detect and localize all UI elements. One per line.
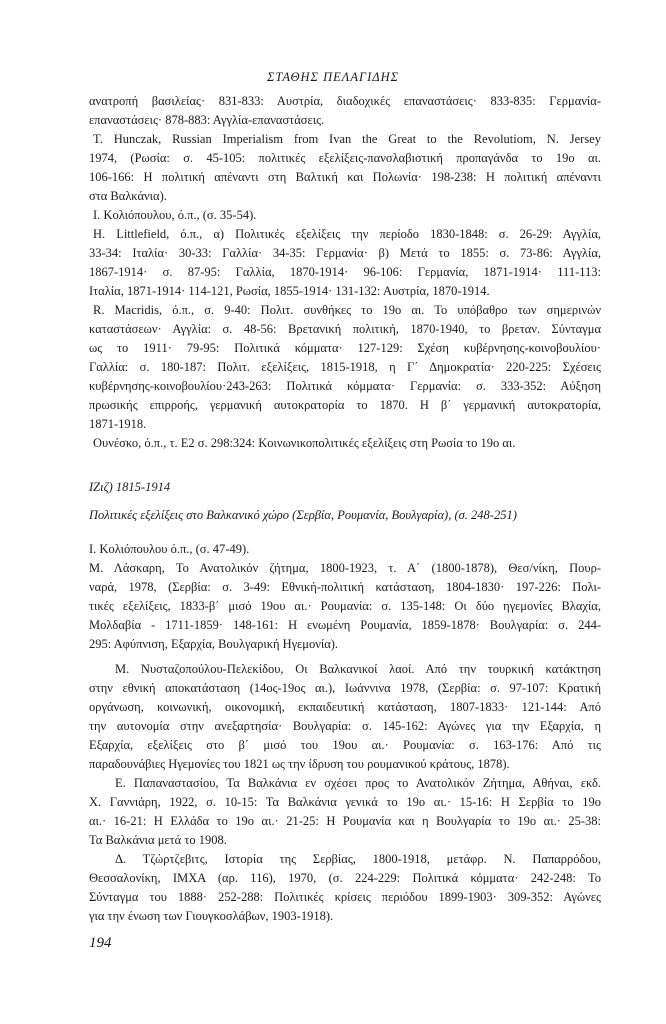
text-line: Μ. Λάσκαρη, Το Ανατολικόν ζήτημα, 1800-1923, τ. Α΄ (1800-1878), Θεσ/νίκη, Πουρ- [89, 561, 601, 575]
text-line: αι.· 16-21: Η Ελλάδα το 19ο αι.· 21-25: Η Ρουμανία και η Βουλγαρία το 19ο αι.· 25-38: [89, 814, 601, 828]
text-line: H. Littlefield, ό.π., α) Πολιτικές εξελίξεις την περίοδο 1830-1848: σ. 26-29: Αγγλία, [93, 227, 601, 241]
text-line: Μολδαβία - 1711-1859· 148-161: Η ενωμένη Ρουμανία, 1859-1878· Βουλγαρία: σ. 244- [89, 618, 601, 632]
text-line: 1974, (Ρωσία: σ. 45-105: πολιτικές εξελίξεις-πανσλαβιστική προπαγάνδα το 19ο αι. [89, 151, 601, 165]
text-line: T. Hunczak, Russian Imperialism from Ivan the Great to the Revolutiom, N. Jersey [93, 132, 601, 146]
text-line: Ιταλία, 1871-1914· 114-121, Ρωσία, 1855-1914· 131-132: Αυστρία, 1870-1914. [89, 284, 490, 298]
text-line: 33-34: Ιταλία· 30-33: Γαλλία· 34-35: Γερμανία· β) Μετά το 1855: σ. 73-86: Αγγλία, [89, 246, 601, 260]
text-line: Τα Βαλκάνια μετά το 1908. [89, 833, 227, 847]
text-line: πρωσικής επιρροής, γερμανική αυτοκρατορία το 1870. Η β΄ γερμανική αυτοκρατορία, [89, 398, 601, 412]
text-line: I. Κολιόπουλου, ό.π., (σ. 35-54). [93, 208, 257, 222]
running-header: ΣΤΑΘΗΣ ΠΕΛΑΓΙΔΗΣ [266, 70, 400, 84]
text-line: την αυτονομία στην ανεξαρτησία· Βουλγαρία: σ. 145-162: Αγώνες για την Εξαρχία, η [89, 719, 601, 733]
text-line: 1871-1918. [89, 417, 147, 431]
text-line: στην εθνική αποκατάσταση (14ος-19ος αι.), Ιωάννινα 1978, (Σερβία: σ. 97-107: Κρατική [89, 681, 601, 695]
text-line: Χ. Γαννιάρη, 1922, σ. 10-15: Τα Βαλκάνια γενικά το 19ο αι.· 15-16: Η Σερβία το 19ο [89, 795, 601, 809]
text-line: Εξαρχία, εξελίξεις στο β΄ μισό του 19ου αι.· Ρουμανία: σ. 163-176: Από τις [89, 738, 601, 752]
text-line: για την ένωση των Γιουγκοσλάβων, 1903-1918). [89, 909, 334, 923]
text-line: Δ. Τζώρτζεβιτς, Ιστορία της Σερβίας, 1800-1918, μετάφρ. Ν. Παπαρρόδου, [115, 852, 601, 866]
text-line: Ε. Παπαναστασίου, Τα Βαλκάνια εν σχέσει προς το Ανατολικόν Ζήτημα, Αθήναι, εκδ. [115, 776, 601, 790]
section-subtitle: Πολιτικές εξελίξεις στο Βαλκανικό χώρο (Σερβία, Ρουμανία, Βουλγαρία), (σ. 248-251) [89, 508, 517, 522]
text-line: Θεσσαλονίκη, ΙΜΧΑ (αρ. 116), 1970, (σ. 224-229: Πολιτικά κόμματα· 242-248: Το [89, 871, 601, 885]
bibliography-block-top [89, 92, 601, 453]
text-line: στα Βαλκάνια). [89, 189, 167, 203]
page-number: 194 [89, 935, 112, 951]
text-line: ναρά, 1978, (Σερβία: σ. 3-49: Εθνική-πολιτική κατάσταση, 1804-1830· 197-226: Πολι- [89, 580, 601, 594]
text-line: επαναστάσεις· 878-883: Αγγλία-επαναστάσεις. [89, 113, 325, 127]
text-line: Γαλλία: σ. 180-187: Πολιτ. εξελίξεις, 1815-1918, η Γ΄ Δημοκρατία· 220-225: Σχέσεις [89, 360, 601, 374]
text-line: κυβέρνησης-κοινοβουλίου·243-263: Πολιτικά κόμματα· Γερμανία: σ. 333-352: Αύξηση [89, 379, 601, 393]
text-line: οργάνωση, κοινωνική, οικονομική, εκπαιδευτική κατάσταση, 1807-1833· 121-144: Από [89, 700, 601, 714]
text-line: ανατροπή βασιλείας· 831-833: Αυστρία, διαδοχικές επαναστάσεις· 833-835: Γερμανία- [89, 94, 601, 108]
text-line: 106-166: Η πολιτική απέναντι στη Βαλτική και Πολωνία· 198-238: Η πολιτική απέναντι [89, 170, 601, 184]
text-line: 1867-1914· σ. 87-95: Γαλλία, 1870-1914· 96-106: Γερμανία, 1871-1914· 111-113: [89, 265, 601, 279]
text-line: ως το 1911· 79-95: Πολιτικά κόμματα· 127-129: Σχέση κυβέρνησης-κοινοβουλίου· [89, 341, 601, 355]
text-line: Ουνέσκο, ό.π., τ. Ε2 σ. 298:324: Κοινωνικοπολιτικές εξελίξεις στη Ρωσία το 19ο αι. [93, 436, 516, 450]
text-line: Μ. Νυσταζοπούλου-Πελεκίδου, Οι Βαλκανικοί λαοί. Από την τουρκική κατάκτηση [115, 662, 601, 676]
text-line: παραδουνάβιες Ηγεμονίες του 1821 ως την ίδρυση του ρουμανικού κράτους, 1878). [89, 757, 510, 771]
section-heading: IZιζ) 1815-1914 [89, 480, 171, 494]
text-line: τικές εξελίξεις, 1833-β΄ μισό 19ου αι.· Ρουμανία: σ. 135-148: Οι δύο ηγεμονίες Βλαχία, [89, 599, 601, 613]
text-line: I. Κολιόπουλου ό.π., (σ. 47-49). [89, 542, 250, 556]
text-line: Σύνταγμα του 1888· 252-288: Πολιτικές κρίσεις περιόδου 1899-1903· 309-352: Αγώνες [89, 890, 601, 904]
text-line: 295: Αφύπνιση, Εξαρχία, Βουλγαρική Ηγεμονία). [89, 637, 339, 651]
text-line: R. Macridis, ό.π., σ. 9-40: Πολιτ. συνθήκες το 19ο αι. Το υπόβαθρο των σημερινών [93, 303, 601, 317]
bibliography-block-bottom [89, 540, 601, 926]
text-line: καταστάσεων· Αγγλία: σ. 48-56: Βρετανική πολιτική, 1870-1940, το βρεταν. Σύνταγμα [89, 322, 601, 336]
